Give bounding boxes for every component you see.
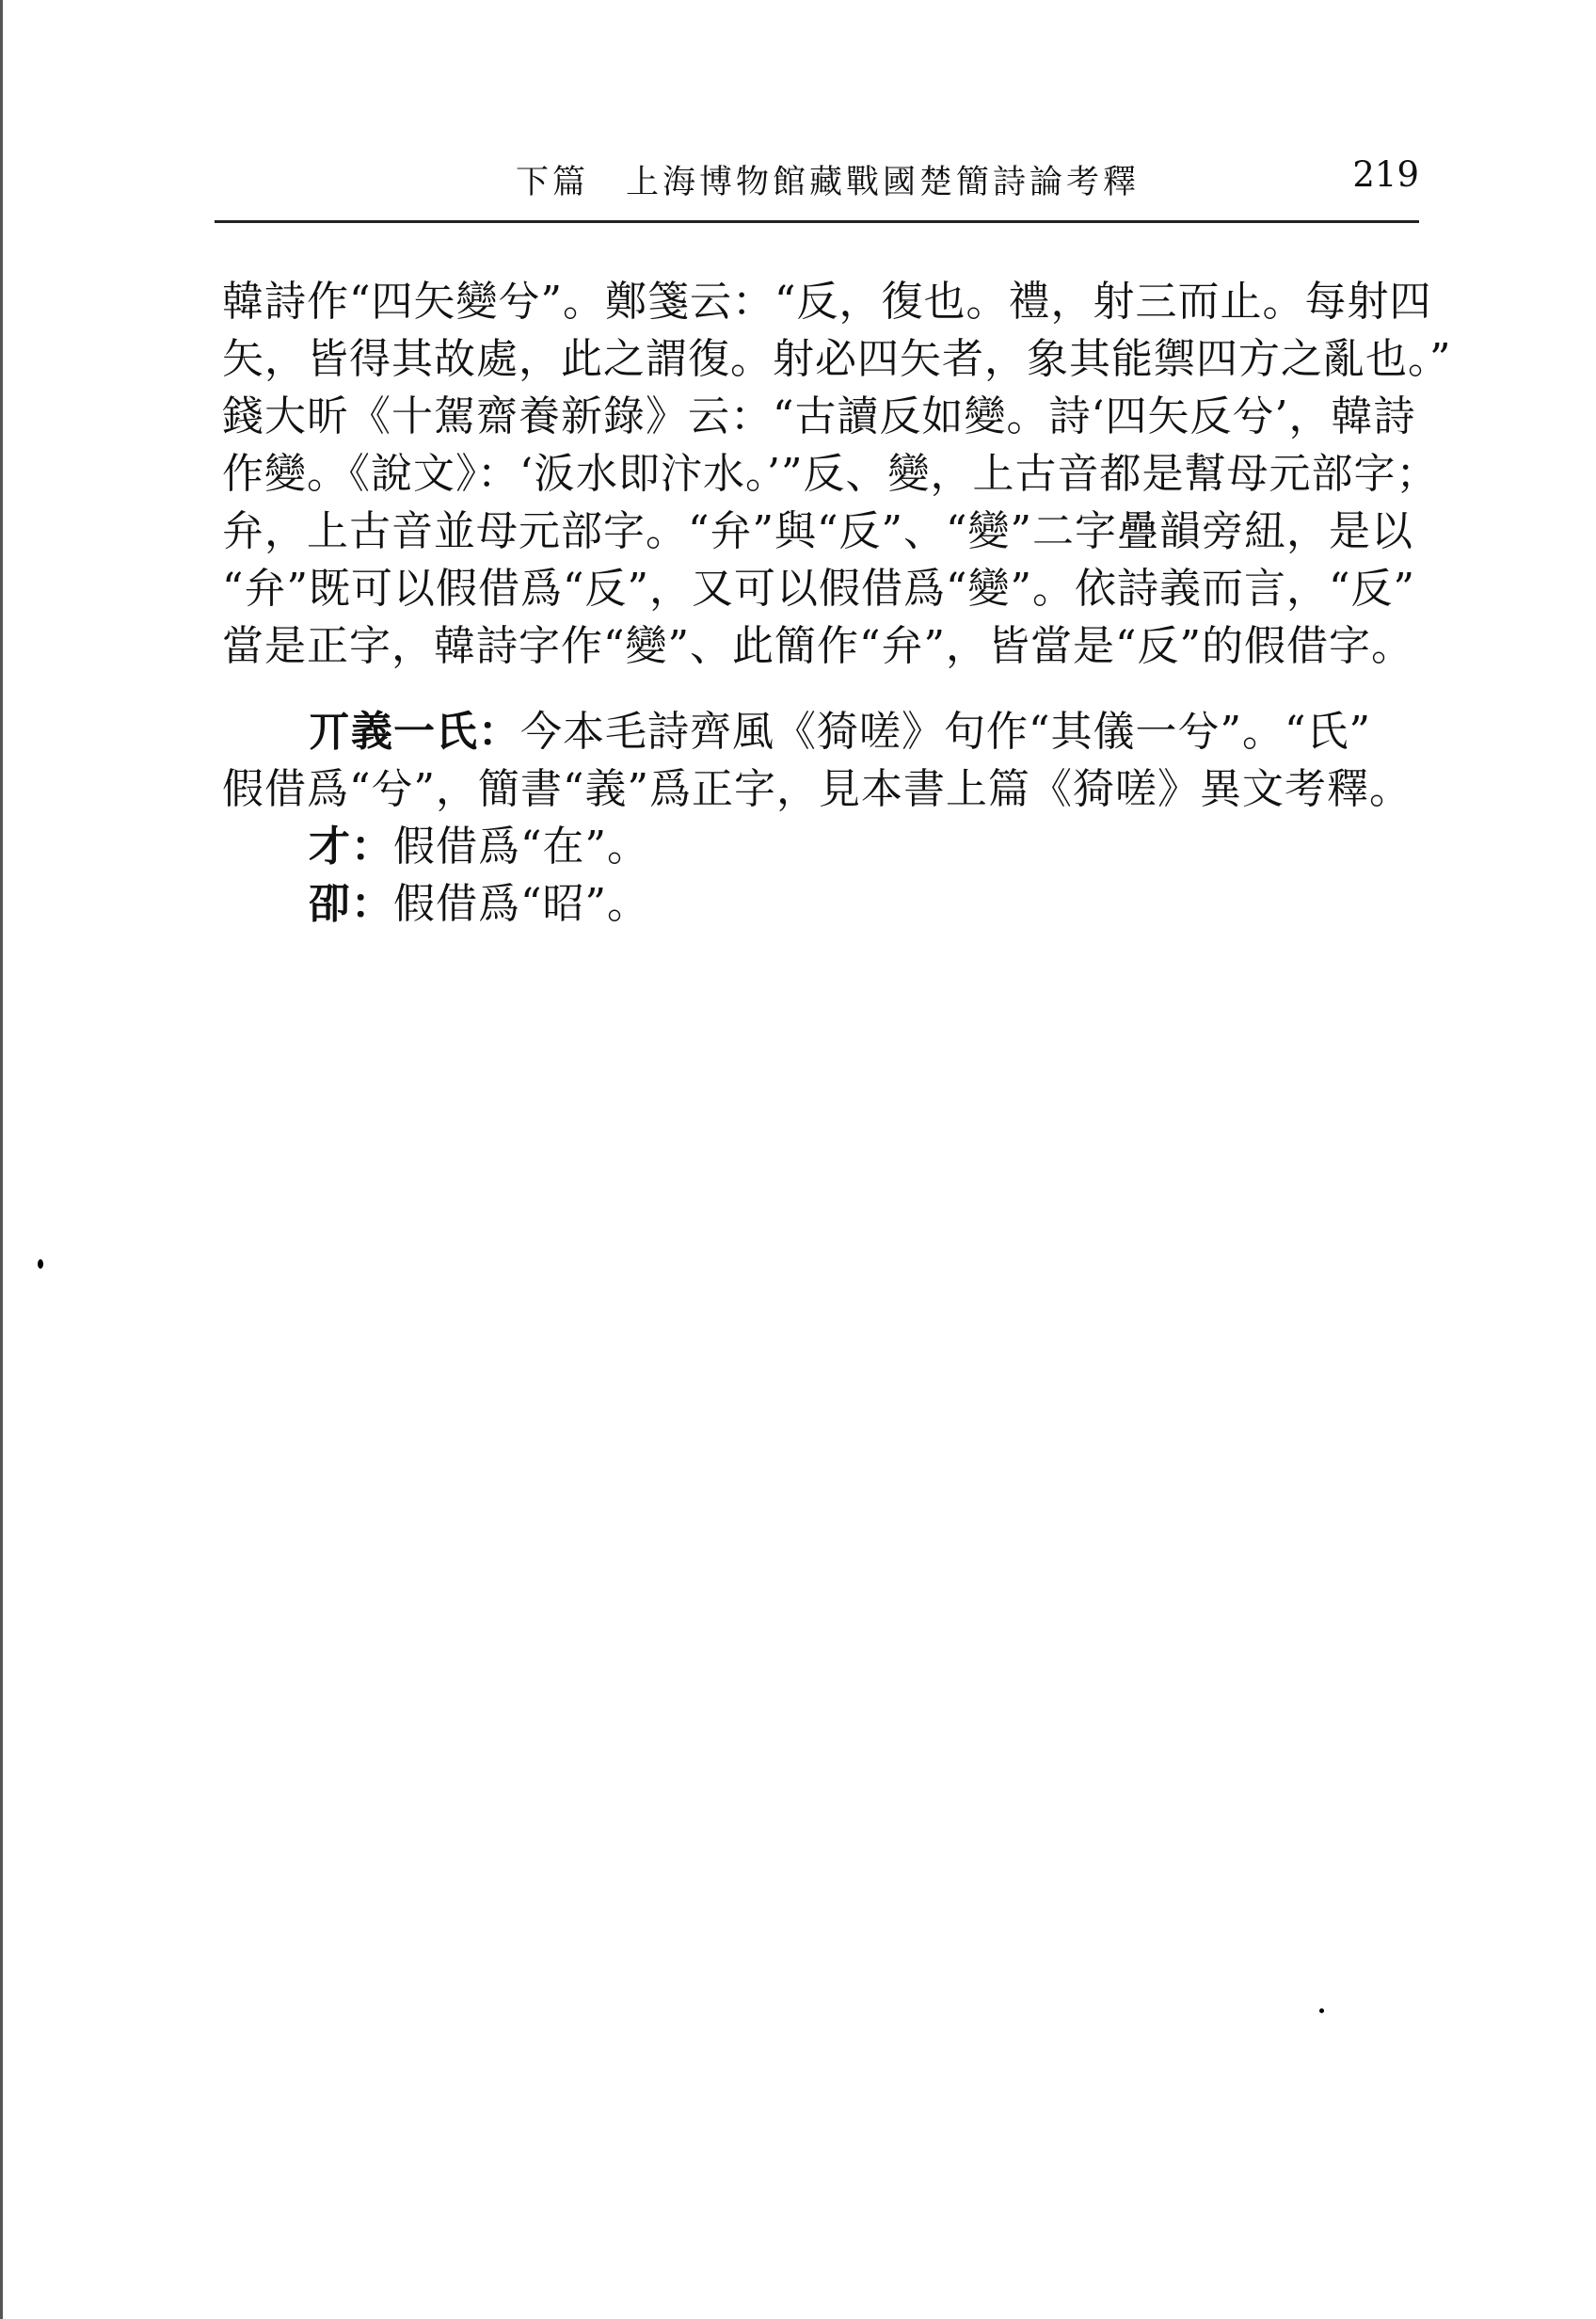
text-line: 弁，上古音並母元部字。“弁”與“反”、“變”二字疊韻旁紐，是以: [222, 507, 1413, 555]
paragraph: [222, 273, 1452, 675]
entry-cai: [222, 818, 1427, 875]
running-header: [215, 151, 1419, 207]
entry-continuation-line: 假借爲“兮”，簡書“義”爲正字，見本書上篇《猗嗟》異文考釋。: [222, 765, 1412, 813]
entry-qi-yi-yi-shi: [222, 703, 1427, 818]
entry-headword: 丌義一氏：: [309, 708, 520, 756]
text-line: 錢大昕《十駕齋養新錄》云：“古讀反如變。詩‘四矢反兮’，韓詩: [222, 392, 1416, 440]
entry-text: 今本毛詩齊風《猗嗟》句作“其儀一兮”。“氏”: [520, 708, 1371, 756]
entry-headword: 卲：: [309, 880, 393, 928]
entry-first-line: [222, 703, 1427, 760]
paragraph-gap: [222, 675, 1427, 703]
text-line: “弁”既可以假借爲“反”，又可以假借爲“變”。依詩義而言，“反”: [222, 565, 1415, 613]
header-rule: [215, 220, 1419, 223]
entry-headword: 才：: [309, 823, 393, 871]
page-number: 219: [1352, 154, 1419, 195]
entry-shao: [222, 875, 1427, 933]
scan-speck: [1319, 2008, 1324, 2013]
scan-speck: [38, 1259, 43, 1269]
entry-first-line: [222, 875, 1427, 933]
text-line: 作變。《說文》：‘汳水即汴水。’”反、變，上古音都是幫母元部字；: [222, 450, 1439, 498]
page-edge: [0, 0, 3, 2319]
entry-first-line: [222, 818, 1427, 875]
entry-text: 假借爲“在”。: [393, 823, 649, 871]
text-line: 當是正字，韓詩字作“變”、此簡作“弁”，皆當是“反”的假借字。: [222, 622, 1413, 670]
body-text: [222, 273, 1452, 933]
entry-text: 假借爲“昭”。: [393, 880, 649, 928]
text-line: 矢，皆得其故處，此之謂復。射必四矢者，象其能禦四方之亂也。”: [222, 335, 1452, 383]
text-line: 韓詩作“四矢變兮”。鄭箋云：“反，復也。禮，射三而止。每射四: [222, 278, 1432, 326]
header-title: 下篇 上海博物館藏戰國楚簡詩論考釋: [516, 164, 1141, 201]
